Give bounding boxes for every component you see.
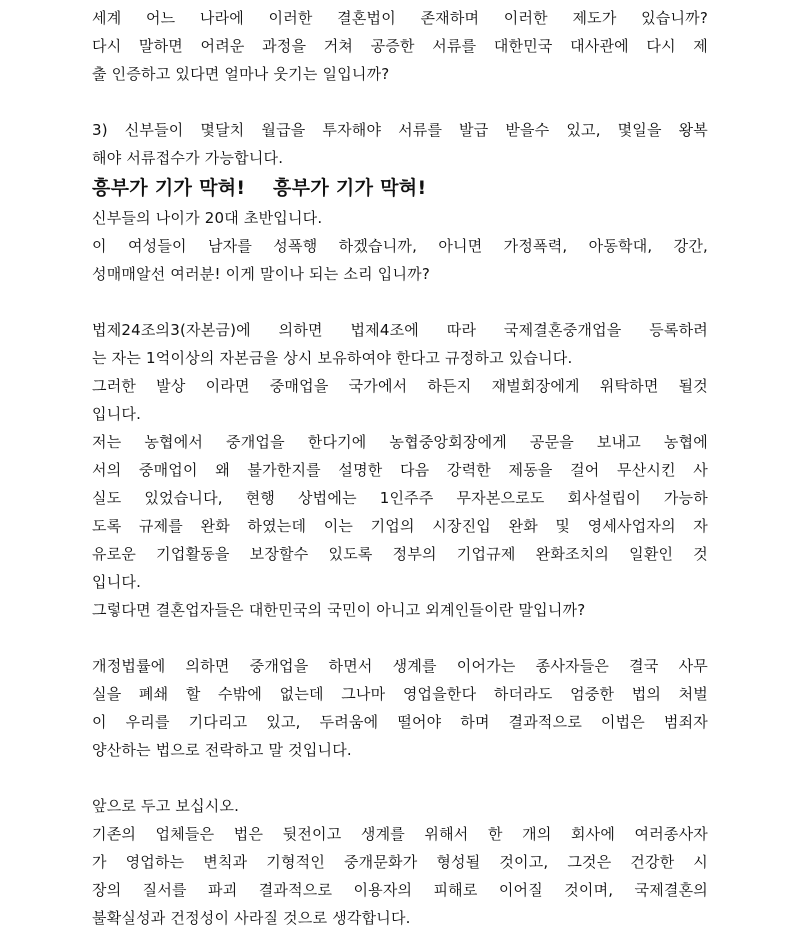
paragraph-spacer (92, 88, 708, 116)
text-line: 유로운 기업활동을 보장할수 있도록 정부의 기업규제 완화조치의 일환인 것 (92, 545, 708, 563)
paragraph-3 (92, 204, 708, 288)
text-line: 그러한 발상 이라면 중매업을 국가에서 하든지 재벌회장에게 위탁하면 될것 (92, 377, 708, 395)
text-line: 그렇다면 결혼업자들은 대한민국의 국민이 아니고 외계인들이란 말입니까? (92, 601, 586, 619)
text-line: 양산하는 법으로 전락하고 말 것입니다. (92, 741, 352, 759)
text-line: 가 영업하는 변칙과 기형적인 중개문화가 형성될 것이고, 그것은 건강한 시 (92, 853, 708, 871)
text-line: 입니다. (92, 573, 142, 591)
text-line: 세계 어느 나라에 이러한 결혼법이 존재하며 이러한 제도가 있습니까? (92, 9, 708, 27)
paragraph-spacer (92, 288, 708, 316)
text-line: 법제24조의3(자본금)에 의하면 법제4조에 따라 국제결혼중개업을 등록하려 (92, 321, 708, 339)
text-line: 이 여성들이 남자를 성폭행 하겠습니까, 아니면 가정폭력, 아동학대, 강간, (92, 237, 708, 255)
text-line: 는 자는 1억이상의 자본금을 상시 보유하여야 한다고 규정하고 있습니다. (92, 349, 573, 367)
paragraph-5 (92, 652, 708, 764)
text-line: 신부들의 나이가 20대 초반입니다. (92, 209, 323, 227)
text-line: 3) 신부들이 몇달치 월급을 투자해야 서류를 발급 받을수 있고, 몇일을 왕복 (92, 121, 708, 139)
text-line: 다시 말하면 어려운 과정을 거쳐 공증한 서류를 대한민국 대사관에 다시 제 (92, 37, 708, 55)
text-line: 실을 폐쇄 할 수밖에 없는데 그나마 영업을한다 하더라도 엄중한 법의 처벌 (92, 685, 708, 703)
text-line: 이 우리를 기다리고 있고, 두려움에 떨어야 하며 결과적으로 이법은 범죄자 (92, 713, 708, 731)
paragraph-6 (92, 792, 708, 932)
text-line: 불확실성과 건정성이 사라질 것으로 생각합니다. (92, 909, 411, 927)
document-page (92, 4, 708, 932)
paragraph-spacer (92, 764, 708, 792)
text-line: 실도 있었습니다, 현행 상법에는 1인주주 무자본으로도 회사설립이 가능하 (92, 489, 708, 507)
text-line: 기존의 업체들은 법은 뒷전이고 생계를 위해서 한 개의 회사에 여러종사자 (92, 825, 708, 843)
text-line: 서의 중매업이 왜 불가한지를 설명한 다음 강력한 제동을 걸어 무산시킨 사 (92, 461, 708, 479)
text-line: 해야 서류접수가 가능합니다. (92, 149, 284, 167)
headline: 흥부가 기가 막혀! 흥부가 기가 막혀! (92, 177, 427, 199)
text-line: 개정법률에 의하면 중개업을 하면서 생계를 이어가는 종사자들은 결국 사무 (92, 657, 708, 675)
text-line: 저는 농협에서 중개업을 한다기에 농협중앙회장에게 공문을 보내고 농협에 (92, 433, 708, 451)
text-line: 성매매알선 여러분! 이게 말이나 되는 소리 입니까? (92, 265, 430, 283)
text-line: 출 인증하고 있다면 얼마나 웃기는 일입니까? (92, 65, 390, 83)
paragraph-4 (92, 316, 708, 624)
paragraph-spacer (92, 624, 708, 652)
paragraph-1 (92, 4, 708, 88)
text-line: 도록 규제를 완화 하였는데 이는 기업의 시장진입 완화 및 영세사업자의 자 (92, 517, 708, 535)
text-line: 입니다. (92, 405, 142, 423)
text-line: 앞으로 두고 보십시오. (92, 797, 240, 815)
paragraph-2 (92, 116, 708, 172)
text-line: 장의 질서를 파괴 결과적으로 이용자의 피해로 이어질 것이며, 국제결혼의 (92, 881, 708, 899)
